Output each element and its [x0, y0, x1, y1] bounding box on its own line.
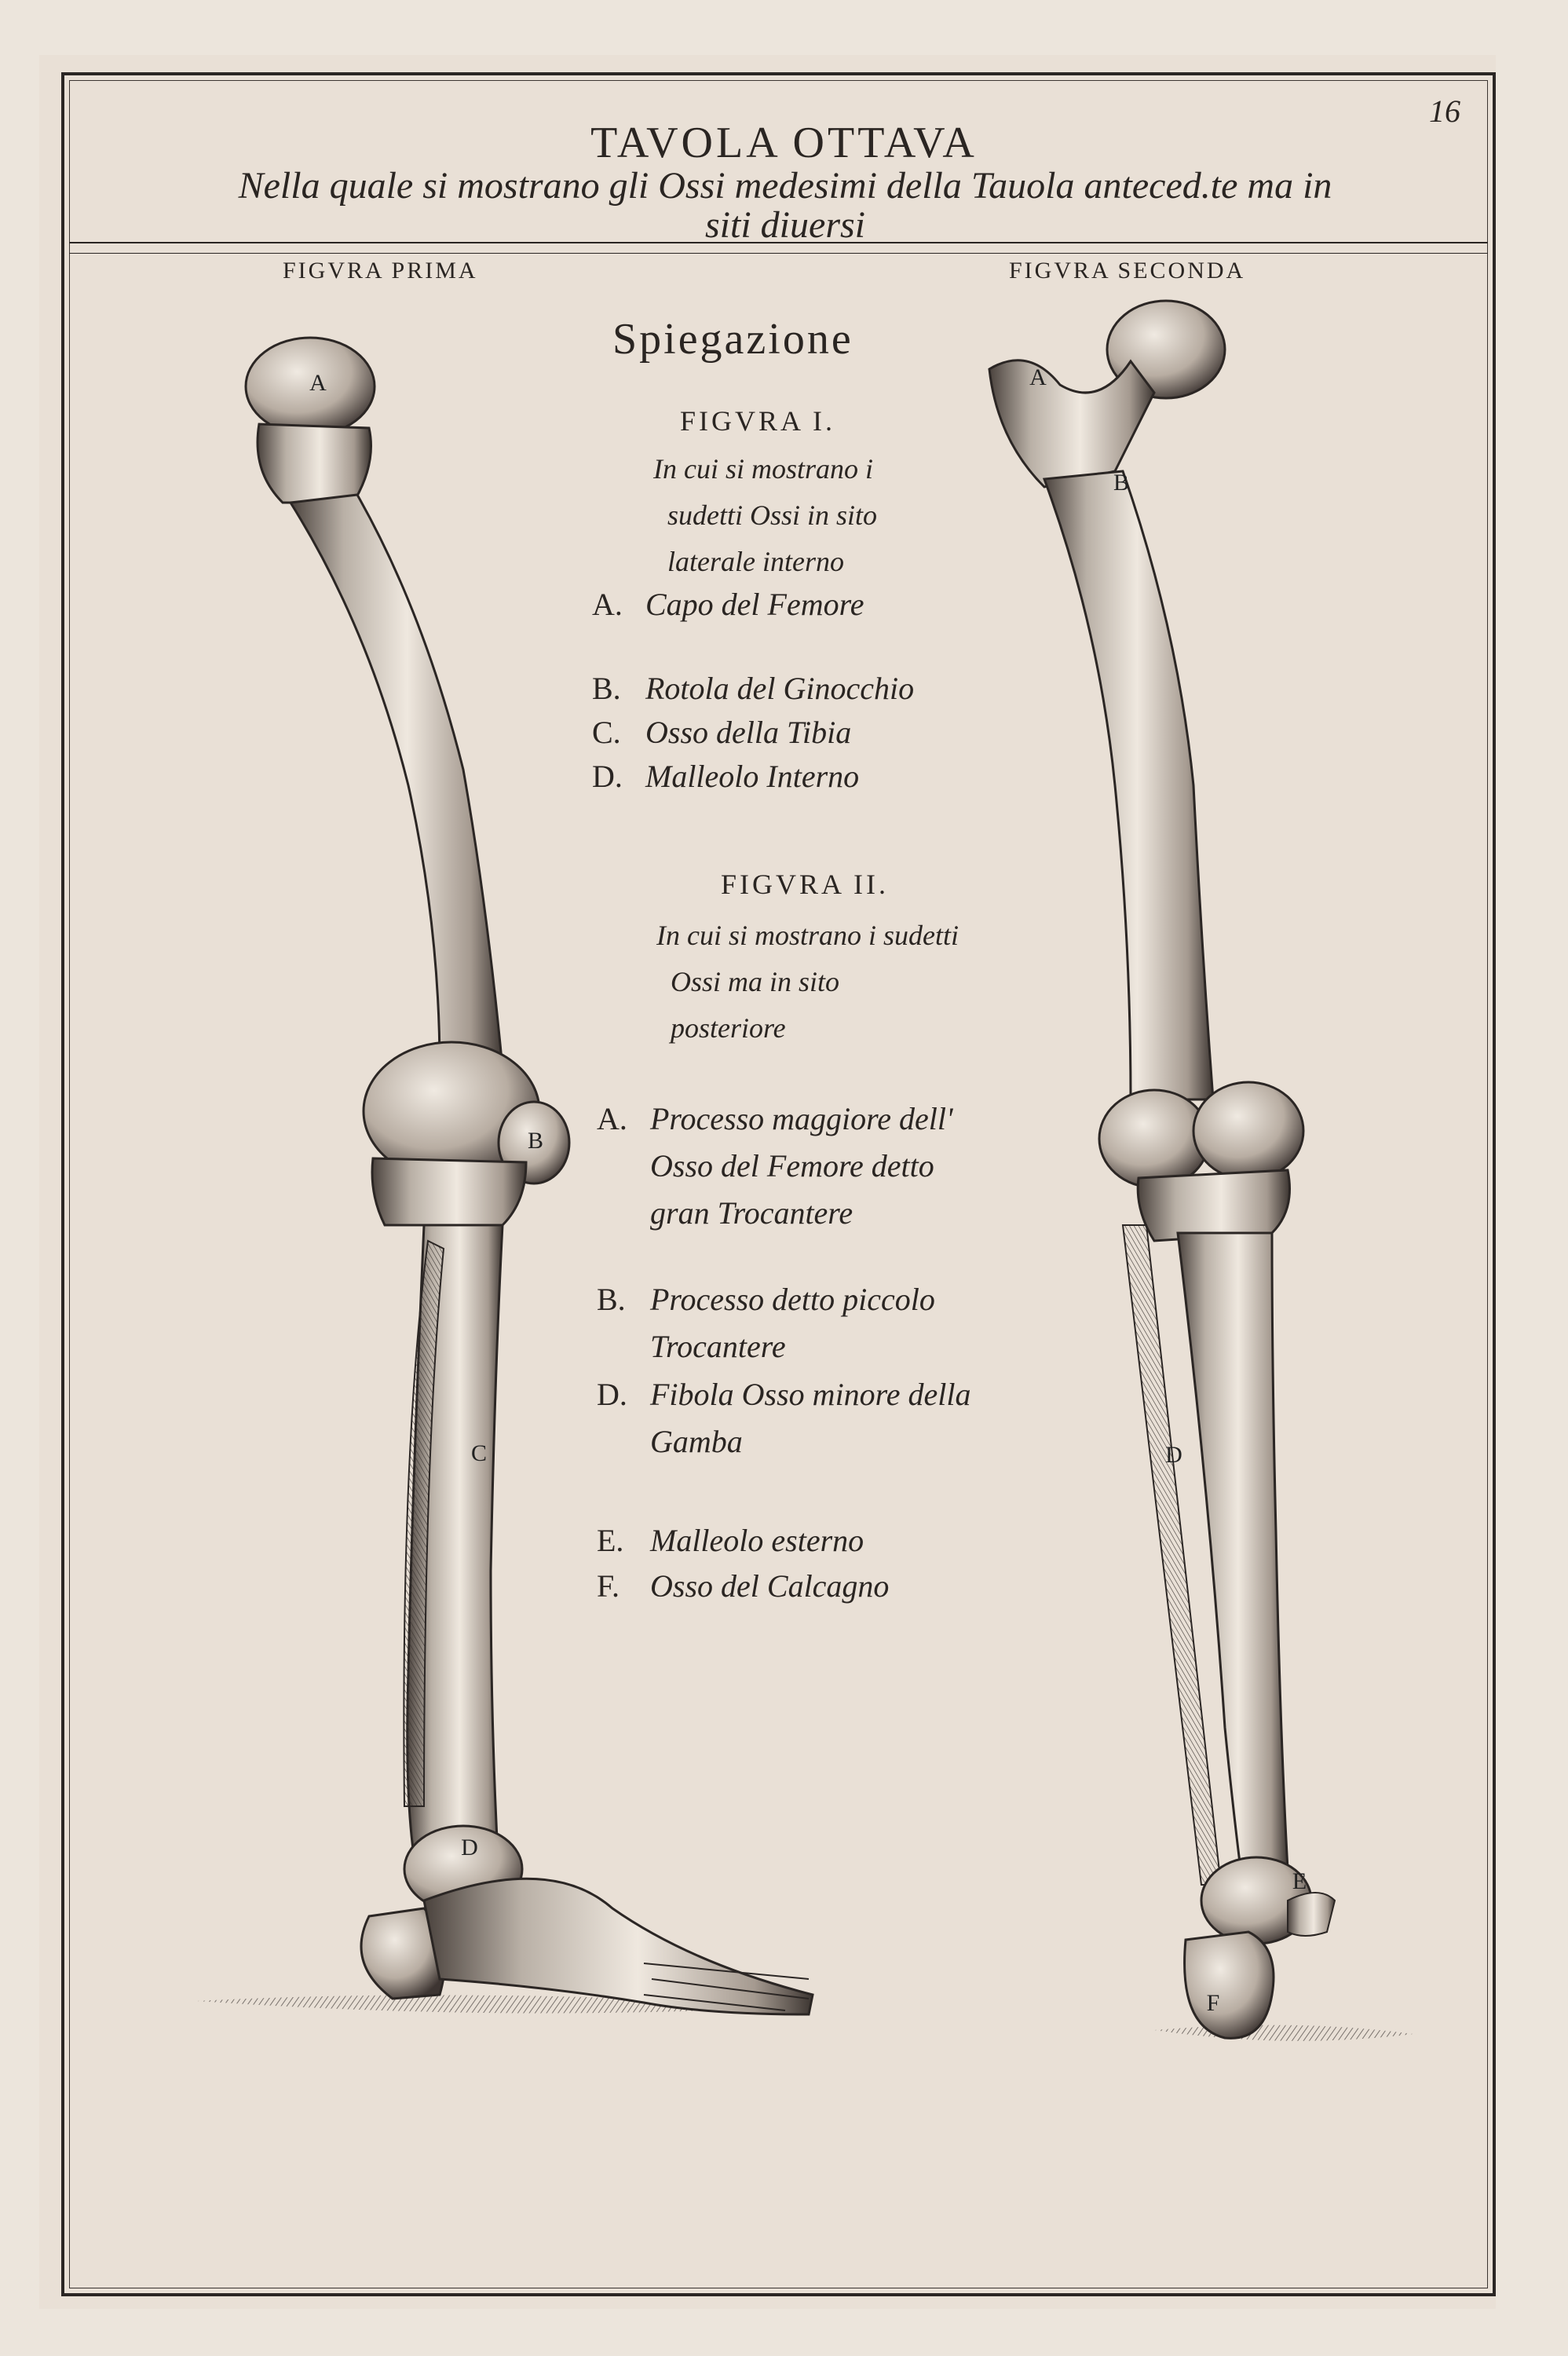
bone-label-fig1-d: D: [461, 1835, 478, 1860]
figura-2-description: In cui si mostrano i sudetti Ossi ma in sito posteriore: [656, 920, 959, 1044]
spiegazione-heading: Spiegazione: [612, 315, 853, 364]
figura-2-title: FIGVRA II.: [721, 869, 890, 900]
bone-label-fig1-b: B: [527, 1128, 544, 1154]
figura-2-item-d: D. Fibola Osso minore della Gamba: [597, 1377, 971, 1459]
bone-label-fig1-c: C: [470, 1440, 488, 1466]
figure-2-leg: [989, 301, 1413, 2041]
figura-2-item-f: F. Osso del Calcagno: [597, 1568, 890, 1604]
plate-title: TAVOLA OTTAVA: [590, 119, 978, 167]
figura-2-item-a: A. Processo maggiore dell' Osso del Femore detto gran Trocantere: [597, 1101, 953, 1231]
figure-label-right: FIGVRA SECONDA: [1009, 258, 1246, 284]
page-number: 16: [1429, 93, 1460, 129]
figura-1-item-b: B. Rotola del Ginocchio: [592, 671, 915, 706]
figura-1-title: FIGVRA I.: [680, 405, 836, 437]
figura-1-description: In cui si mostrano i sudetti Ossi in sito laterale interno: [653, 453, 878, 577]
bone-label-fig2-a: A: [1029, 364, 1047, 390]
figura-1-item-a: A. Capo del Femore: [592, 587, 864, 622]
figura-2-item-b: B. Processo detto piccolo Trocantere: [597, 1282, 935, 1364]
figure-label-left: FIGVRA PRIMA: [283, 258, 478, 284]
bone-label-fig2-b: B: [1113, 470, 1130, 496]
figura-1-item-c: C. Osso della Tibia: [592, 715, 852, 750]
bone-label-fig1-a: A: [309, 370, 327, 396]
plate-subtitle: Nella quale si mostrano gli Ossi medesimi della Tauola anteced.te ma in siti diuersi: [238, 165, 1332, 246]
bone-label-fig2-f: F: [1206, 1990, 1220, 2016]
bone-label-fig2-e: E: [1292, 1868, 1307, 1894]
figura-2-item-e: E. Malleolo esterno: [597, 1523, 864, 1558]
figura-1-item-d: D. Malleolo Interno: [592, 759, 860, 794]
bone-label-fig2-d: D: [1165, 1442, 1182, 1468]
